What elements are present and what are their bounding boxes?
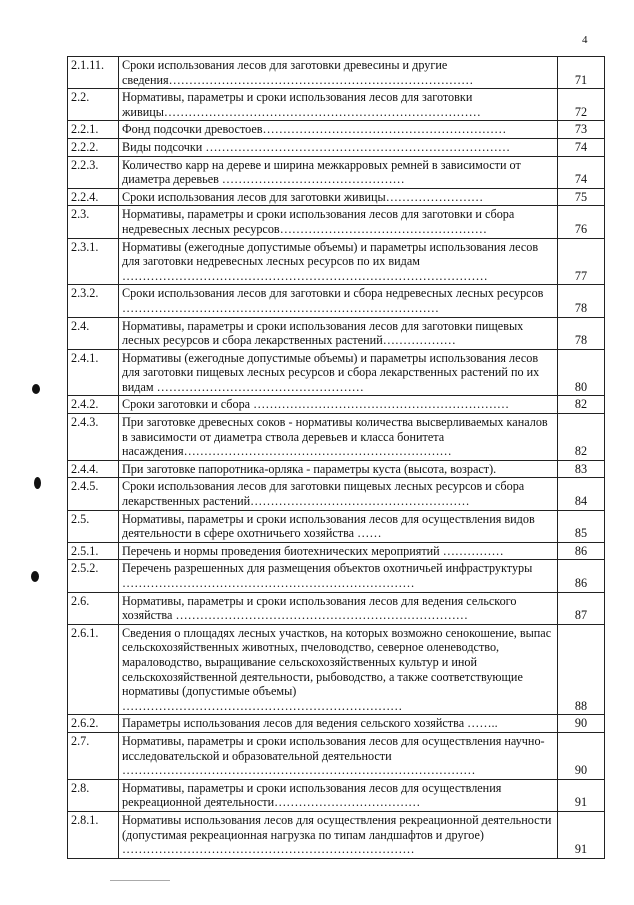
section-number: 2.4.3. <box>68 414 119 461</box>
section-number: 2.7. <box>68 732 119 779</box>
section-number: 2.4.5. <box>68 478 119 510</box>
section-title: Нормативы, параметры и сроки использования лесов для заготовки и сбора недревесных лесных ресурсов…………………………………………… <box>119 206 558 238</box>
toc-row <box>68 57 605 89</box>
section-title: Сроки использования лесов для заготовки живицы…………………… <box>119 188 558 206</box>
toc-row <box>68 156 605 188</box>
section-number: 2.4.1. <box>68 349 119 396</box>
toc-row <box>68 460 605 478</box>
toc-row <box>68 510 605 542</box>
section-title: При заготовке древесных соков - нормативы количества высверливаемых каналов в зависимости от диаметра ствола деревьев и класса бонитета насаждения………………………………………………………… <box>119 414 558 461</box>
toc-row <box>68 592 605 624</box>
toc-row <box>68 779 605 811</box>
section-number: 2.5.2. <box>68 560 119 592</box>
section-title: Сроки использования лесов для заготовки древесины и другие сведения………………………………………………………………… <box>119 57 558 89</box>
section-number: 2.2.2. <box>68 138 119 156</box>
section-number: 2.2.4. <box>68 188 119 206</box>
section-title: Нормативы (ежегодные допустимые объемы) и параметры использования лесов для заготовки пищевых лесных ресурсов и сбора лекарственных растений по их видам …………………………………………… <box>119 349 558 396</box>
page-ref: 82 <box>558 414 605 461</box>
section-title: Нормативы использования лесов для осуществления рекреационной деятельности (допустимая рекреационная нагрузка по типам ландшафтов и другое) ……………………………………………………………… <box>119 811 558 858</box>
section-title: Сведения о площадях лесных участков, на которых возможно сенокошение, выпас сельскохозяйственных животных, пчеловодство, северное оленеводство, мараловодство, выращивание сельскохозяйственных культур и иной сельскохозяйственной деятельности, рыбоводство, а также соответствующие нормативы (допустимые объемы) …………………………………………………………… <box>119 624 558 715</box>
page-ref: 78 <box>558 317 605 349</box>
toc-row <box>68 206 605 238</box>
section-title: Сроки заготовки и сбора ……………………………………………………… <box>119 396 558 414</box>
section-number: 2.6.1. <box>68 624 119 715</box>
page-ref: 73 <box>558 121 605 139</box>
page-ref: 80 <box>558 349 605 396</box>
section-number: 2.2.1. <box>68 121 119 139</box>
toc-row <box>68 560 605 592</box>
toc-row <box>68 715 605 733</box>
page-number: 4 <box>582 34 588 46</box>
toc-body <box>68 57 605 859</box>
page-ref: 84 <box>558 478 605 510</box>
scan-smudge-mark <box>31 571 39 582</box>
section-title: Перечень и нормы проведения биотехнических мероприятий …………… <box>119 542 558 560</box>
section-number: 2.2.3. <box>68 156 119 188</box>
toc-row <box>68 349 605 396</box>
section-title: Нормативы, параметры и сроки использования лесов для ведения сельского хозяйства ……………………………………………………………… <box>119 592 558 624</box>
toc-row <box>68 542 605 560</box>
toc-row <box>68 138 605 156</box>
section-number: 2.3.1. <box>68 238 119 285</box>
section-title: Сроки использования лесов для заготовки пищевых лесных ресурсов и сбора лекарственных растений……………………………………………… <box>119 478 558 510</box>
section-title: Перечень разрешенных для размещения объектов охотничьей инфраструктуры ……………………………………………………………… <box>119 560 558 592</box>
section-number: 2.4.2. <box>68 396 119 414</box>
toc-row <box>68 121 605 139</box>
section-title: Сроки использования лесов для заготовки и сбора недревесных лесных ресурсов …………………………………………………………………… <box>119 285 558 317</box>
toc-row <box>68 89 605 121</box>
page-ref: 76 <box>558 206 605 238</box>
page-ref: 71 <box>558 57 605 89</box>
section-number: 2.5.1. <box>68 542 119 560</box>
page-ref: 83 <box>558 460 605 478</box>
toc-row <box>68 188 605 206</box>
section-number: 2.5. <box>68 510 119 542</box>
toc-row <box>68 624 605 715</box>
page-ref: 91 <box>558 779 605 811</box>
section-number: 2.4.4. <box>68 460 119 478</box>
page-ref: 90 <box>558 715 605 733</box>
page-ref: 85 <box>558 510 605 542</box>
scan-smudge-mark <box>34 477 41 489</box>
toc-row <box>68 811 605 858</box>
section-number: 2.4. <box>68 317 119 349</box>
section-number: 2.3.2. <box>68 285 119 317</box>
section-title: Нормативы, параметры и сроки использования лесов для осуществления научно-исследовательской и образовательной деятельности …………………………………………………………………………… <box>119 732 558 779</box>
page-ref: 77 <box>558 238 605 285</box>
page-ref: 86 <box>558 560 605 592</box>
toc-row <box>68 478 605 510</box>
page-ref: 78 <box>558 285 605 317</box>
section-title: Нормативы, параметры и сроки использования лесов для заготовки живицы…………………………………………………………………… <box>119 89 558 121</box>
section-number: 2.6. <box>68 592 119 624</box>
footer-line <box>110 880 170 881</box>
toc-row <box>68 238 605 285</box>
section-title: Нормативы, параметры и сроки использования лесов для осуществления рекреационной деятельности……………………………… <box>119 779 558 811</box>
section-number: 2.1.11. <box>68 57 119 89</box>
toc-row <box>68 414 605 461</box>
section-title: Фонд подсочки древостоев…………………………………………………… <box>119 121 558 139</box>
page-ref: 75 <box>558 188 605 206</box>
page-ref: 74 <box>558 138 605 156</box>
toc-row <box>68 285 605 317</box>
section-title: Нормативы, параметры и сроки использования лесов для заготовки пищевых лесных ресурсов и сбора лекарственных растений……………… <box>119 317 558 349</box>
page-ref: 87 <box>558 592 605 624</box>
scan-smudge-mark <box>32 384 40 394</box>
page-ref: 72 <box>558 89 605 121</box>
page-ref: 82 <box>558 396 605 414</box>
page-ref: 91 <box>558 811 605 858</box>
section-title: При заготовке папоротника-орляка - параметры куста (высота, возраст). <box>119 460 558 478</box>
section-title: Виды подсочки ………………………………………………………………… <box>119 138 558 156</box>
toc-row <box>68 317 605 349</box>
toc-row <box>68 732 605 779</box>
section-title: Нормативы (ежегодные допустимые объемы) и параметры использования лесов для заготовки недревесных лесных ресурсов по их видам ……………………………………………………………………………… <box>119 238 558 285</box>
section-number: 2.3. <box>68 206 119 238</box>
section-number: 2.8. <box>68 779 119 811</box>
page-ref: 86 <box>558 542 605 560</box>
page-ref: 88 <box>558 624 605 715</box>
page-ref: 74 <box>558 156 605 188</box>
section-title: Параметры использования лесов для ведения сельского хозяйства …….. <box>119 715 558 733</box>
section-title: Количество карр на дереве и ширина межкарровых ремней в зависимости от диаметра деревьев ……………………………………… <box>119 156 558 188</box>
table-of-contents <box>67 56 605 859</box>
toc-row <box>68 396 605 414</box>
section-title: Нормативы, параметры и сроки использования лесов для осуществления видов деятельности в сфере охотничьего хозяйства …… <box>119 510 558 542</box>
section-number: 2.6.2. <box>68 715 119 733</box>
page-ref: 90 <box>558 732 605 779</box>
section-number: 2.2. <box>68 89 119 121</box>
section-number: 2.8.1. <box>68 811 119 858</box>
